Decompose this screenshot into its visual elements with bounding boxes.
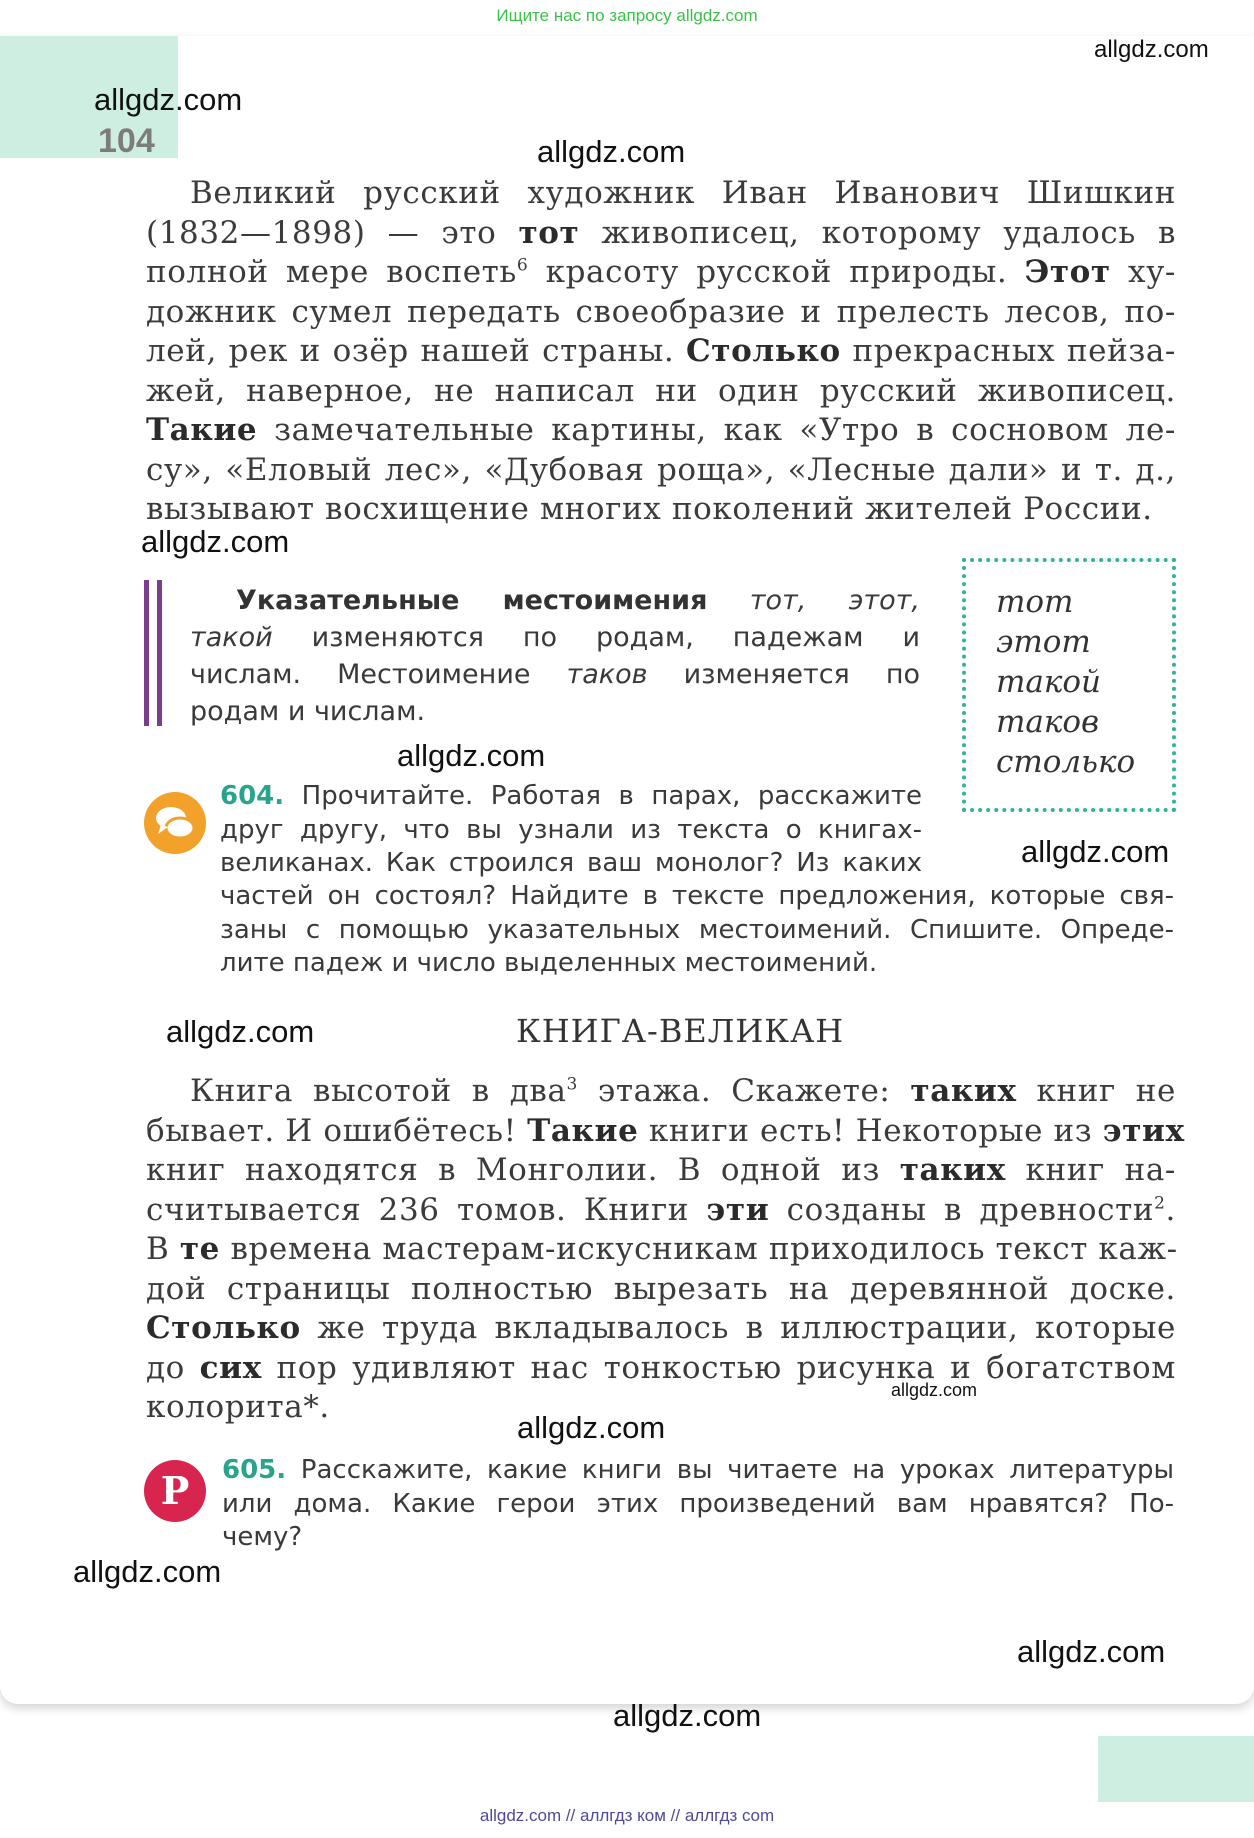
speech-task-badge: Р [144, 1460, 206, 1522]
watermark: allgdz.com [73, 1554, 222, 1589]
story-title: КНИГА-ВЕЛИКАН [516, 1012, 845, 1050]
text-line: родам и числам. [190, 696, 426, 727]
text-line: Такие замечательные картины, как «Утро в сосновом ле- [146, 412, 1176, 448]
watermark: allgdz.com [1094, 36, 1209, 63]
pronoun-item: такой [996, 664, 1102, 700]
pronoun-item: тот [996, 584, 1074, 620]
task-605 [222, 1454, 1174, 1555]
top-banner-text[interactable]: Ищите нас по запросу allgdz.com [496, 6, 758, 25]
text-line: полной мере воспеть$^6$ красоту русской природы. Этот ху- [146, 254, 1177, 290]
grammar-rule [190, 582, 920, 730]
text-line: числам. Местоимение таков изменяется по [190, 659, 920, 690]
text-line: Книга высотой в два$^3$ этажа. Скажете: таких книг не [190, 1073, 1176, 1109]
watermark: allgdz.com [1021, 834, 1170, 869]
text-line: бывает. И ошибётесь! Такие книги есть! Некоторые из этих [146, 1112, 1185, 1149]
text-line: такой изменяются по родам, падежам и [190, 622, 920, 653]
text-line: колорита*. [146, 1389, 330, 1425]
watermark: allgdz.com [94, 82, 243, 117]
text-line: жей, наверное, не написал ни один русский живописец. [146, 372, 1176, 409]
text-line: до сих пор удивляют нас тонкостью рисунка и богатством [146, 1349, 1177, 1386]
text-line: 605. Расскажите, какие книги вы читаете на уроках литературы [222, 1455, 1174, 1485]
watermark: allgdz.com [613, 1698, 762, 1733]
text-line: заны с помощью указательных местоимений. Спишите. Опреде- [220, 914, 1174, 945]
story-paragraph [146, 1072, 1185, 1428]
text-line: Великий русский художник Иван Иванович Шишкин [190, 175, 1176, 211]
rule-side-bar [144, 580, 162, 726]
text-line: частей он состоял? Найдите в тексте предложения, которые свя- [220, 881, 1174, 911]
text-line: В те времена мастерам-искусникам приходилось текст каж- [146, 1231, 1178, 1267]
text-line: считывается 236 томов. Книги эти созданы в древности$^2$. [146, 1191, 1176, 1228]
task-604-body [220, 880, 1174, 981]
watermark: allgdz.com [1017, 1634, 1166, 1669]
text-line: Столько же труда вкладывалось в иллюстрации, которые [146, 1310, 1176, 1346]
pronoun-box [962, 558, 1176, 812]
pronoun-item: таков [996, 704, 1100, 740]
page-number: 104 [98, 122, 155, 160]
text-line: великанах. Как строился ваш монолог? Из каких [220, 848, 922, 878]
text-line: или дома. Какие герои этих произведений вам нравятся? По- [222, 1488, 1174, 1519]
text-line: вызывают восхищение многих поколений жителей России. [146, 491, 1153, 527]
text-line: 604. Прочитайте. Работая в парах, расскажите [220, 781, 922, 811]
task-number: 604. [220, 781, 285, 811]
pronoun-item: этот [996, 624, 1091, 660]
text-line: лей, рек и озёр нашей страны. Столько прекрасных пейза- [146, 333, 1176, 369]
pair-work-icon [144, 792, 206, 854]
pronoun-item: столько [996, 744, 1136, 780]
text-line: книг находятся в Монголии. В одной из таких книг на- [146, 1152, 1176, 1188]
watermark: allgdz.com [141, 524, 290, 559]
text-line: (1832—1898) — это тот живописец, которому удалось в [146, 214, 1176, 251]
page-corner-decoration [1098, 1736, 1254, 1802]
watermark: allgdz.com [537, 134, 686, 169]
text-line: су», «Еловый лес», «Дубовая роща», «Лесные дали» и т. д., [146, 451, 1176, 488]
text-line: лите падеж и число выделенных местоимений. [220, 948, 878, 978]
watermark: allgdz.com [166, 1014, 315, 1049]
text-line: дожник сумел передать своеобразие и прелесть лесов, по- [146, 293, 1176, 330]
watermark: allgdz.com [891, 1380, 978, 1400]
text-line: дой страницы полностью вырезать на деревянной доске. [146, 1270, 1176, 1307]
text-line: чему? [222, 1522, 303, 1552]
text-line: друг другу, что вы узнали из текста о книгах- [220, 814, 922, 845]
text-line: Указательные местоимения тот, этот, [236, 585, 920, 616]
task-604-head [220, 780, 922, 881]
footer-links[interactable]: allgdz.com // аллгдз ком // аллгдз com [479, 1806, 775, 1825]
watermark: allgdz.com [517, 1410, 666, 1445]
intro-paragraph [146, 174, 1176, 530]
watermark: allgdz.com [397, 738, 546, 773]
task-number: 605. [222, 1455, 287, 1485]
